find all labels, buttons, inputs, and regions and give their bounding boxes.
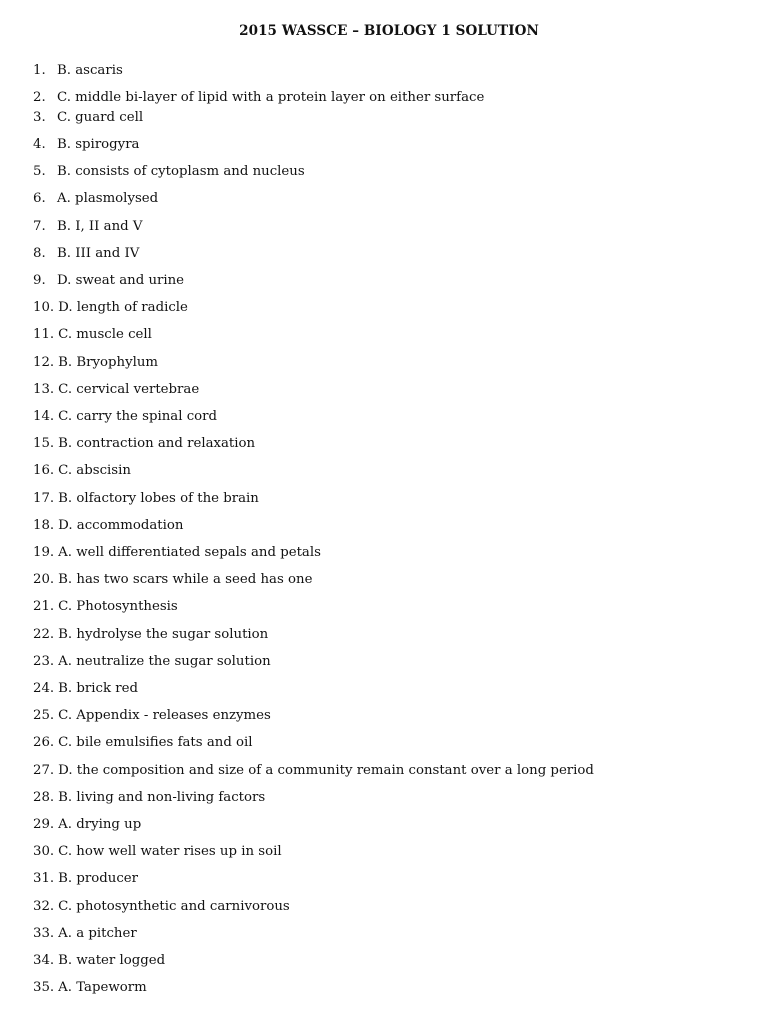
answer-text: A. well differentiated sepals and petals — [58, 544, 321, 560]
answer-text: B. I, II and V — [57, 218, 143, 234]
answer-number: 32. — [33, 898, 55, 914]
answer-number: 7. — [33, 218, 46, 234]
answer-number: 23. — [33, 653, 55, 669]
answer-text: B. III and IV — [57, 245, 140, 261]
answer-number: 13. — [33, 381, 55, 397]
answer-text: C. cervical vertebrae — [58, 381, 200, 397]
answer-number: 20. — [33, 572, 55, 588]
list-item — [33, 816, 141, 833]
answer-number: 24. — [33, 680, 55, 696]
list-item — [33, 163, 305, 180]
answer-number: 21. — [33, 599, 55, 615]
answer-text: B. water logged — [58, 952, 166, 968]
answer-number: 25. — [33, 708, 55, 724]
list-item — [33, 89, 484, 106]
list-item — [33, 190, 158, 207]
answer-text: B. Bryophylum — [58, 354, 159, 370]
answer-text: B. contraction and relaxation — [58, 436, 256, 452]
answer-number: 18. — [33, 517, 55, 533]
answer-text: C. Appendix - releases enzymes — [58, 708, 271, 724]
list-item — [33, 571, 312, 588]
answer-text: C. how well water rises up in soil — [58, 844, 282, 860]
answer-number: 33. — [33, 925, 55, 941]
answer-text: B. living and non-living factors — [58, 789, 266, 805]
answer-text: D. accommodation — [58, 517, 184, 533]
list-item — [33, 680, 138, 697]
list-item — [33, 272, 184, 289]
answer-number: 15. — [33, 436, 55, 452]
answer-text: A. plasmolysed — [57, 191, 159, 207]
answer-number: 2. — [33, 90, 46, 106]
list-item — [33, 925, 137, 942]
answer-number: 8. — [33, 245, 46, 261]
answer-text: C. abscisin — [58, 463, 131, 479]
answer-text: C. muscle cell — [58, 327, 152, 343]
answer-number: 31. — [33, 871, 55, 887]
answer-number: 35. — [33, 980, 55, 996]
list-item — [33, 762, 594, 779]
answer-number: 26. — [33, 735, 55, 751]
list-item — [33, 326, 152, 343]
list-item — [33, 354, 158, 371]
answer-text: B. spirogyra — [57, 136, 140, 152]
list-item — [33, 435, 255, 452]
answer-number: 11. — [33, 327, 55, 343]
answer-text: B. has two scars while a seed has one — [58, 572, 313, 588]
answer-number: 22. — [33, 626, 55, 642]
list-item — [33, 734, 253, 751]
answer-text: B. ascaris — [57, 63, 123, 78]
answer-text: C. guard cell — [57, 109, 144, 125]
answer-text: A. neutralize the sugar solution — [58, 653, 271, 669]
page-title: 2015 WASSCE – BIOLOGY 1 SOLUTION — [239, 23, 539, 39]
list-item — [33, 218, 143, 235]
list-item — [33, 598, 178, 615]
list-item — [33, 952, 165, 969]
answer-text: A. drying up — [58, 816, 142, 832]
answer-number: 16. — [33, 463, 55, 479]
answer-number: 5. — [33, 164, 46, 180]
answer-number: 12. — [33, 354, 55, 370]
list-item — [33, 979, 147, 996]
list-item — [33, 245, 139, 262]
answer-number: 3. — [33, 109, 46, 125]
list-item — [33, 517, 183, 534]
list-item — [33, 870, 138, 887]
list-item — [33, 381, 199, 398]
answer-text: C. carry the spinal cord — [58, 408, 218, 424]
answer-text: B. consists of cytoplasm and nucleus — [57, 164, 305, 180]
answer-text: B. olfactory lobes of the brain — [58, 490, 259, 506]
list-item — [33, 490, 259, 507]
answer-number: 6. — [33, 191, 46, 207]
answer-number: 29. — [33, 816, 55, 832]
list-item — [33, 898, 290, 915]
list-item — [33, 462, 131, 479]
list-item — [33, 789, 265, 806]
answer-text: B. brick red — [58, 680, 138, 696]
answer-number: 9. — [33, 272, 46, 288]
list-item — [33, 62, 123, 79]
answer-text: A. a pitcher — [58, 925, 137, 941]
answer-number: 27. — [33, 762, 55, 778]
list-item — [33, 109, 143, 126]
answer-text: B. hydrolyse the sugar solution — [58, 626, 269, 642]
answer-number: 4. — [33, 136, 46, 152]
answer-text: B. producer — [58, 871, 139, 887]
list-item — [33, 626, 268, 643]
answer-text: C. Photosynthesis — [58, 599, 178, 615]
answer-text: D. the composition and size of a community remain constant over a long period — [58, 762, 594, 778]
answer-text: C. bile emulsifies fats and oil — [58, 735, 253, 751]
answer-number: 19. — [33, 544, 55, 560]
answer-number: 17. — [33, 490, 55, 506]
answer-number: 1. — [33, 63, 46, 78]
list-item — [33, 843, 282, 860]
list-item — [33, 408, 217, 425]
answer-number: 30. — [33, 844, 55, 860]
answer-text: C. photosynthetic and carnivorous — [58, 898, 290, 914]
list-item — [33, 544, 321, 561]
answer-text: D. sweat and urine — [57, 272, 185, 288]
list-item — [33, 299, 188, 316]
list-item — [33, 136, 139, 153]
answer-text: D. length of radicle — [58, 300, 188, 316]
list-item — [33, 653, 271, 670]
answer-number: 28. — [33, 789, 55, 805]
list-item — [33, 707, 271, 724]
answer-number: 10. — [33, 300, 55, 316]
answer-text: C. middle bi-layer of lipid with a protein layer on either surface — [57, 90, 485, 106]
answer-number: 34. — [33, 952, 55, 968]
answer-text: A. Tapeworm — [58, 980, 147, 996]
answer-number: 14. — [33, 408, 55, 424]
